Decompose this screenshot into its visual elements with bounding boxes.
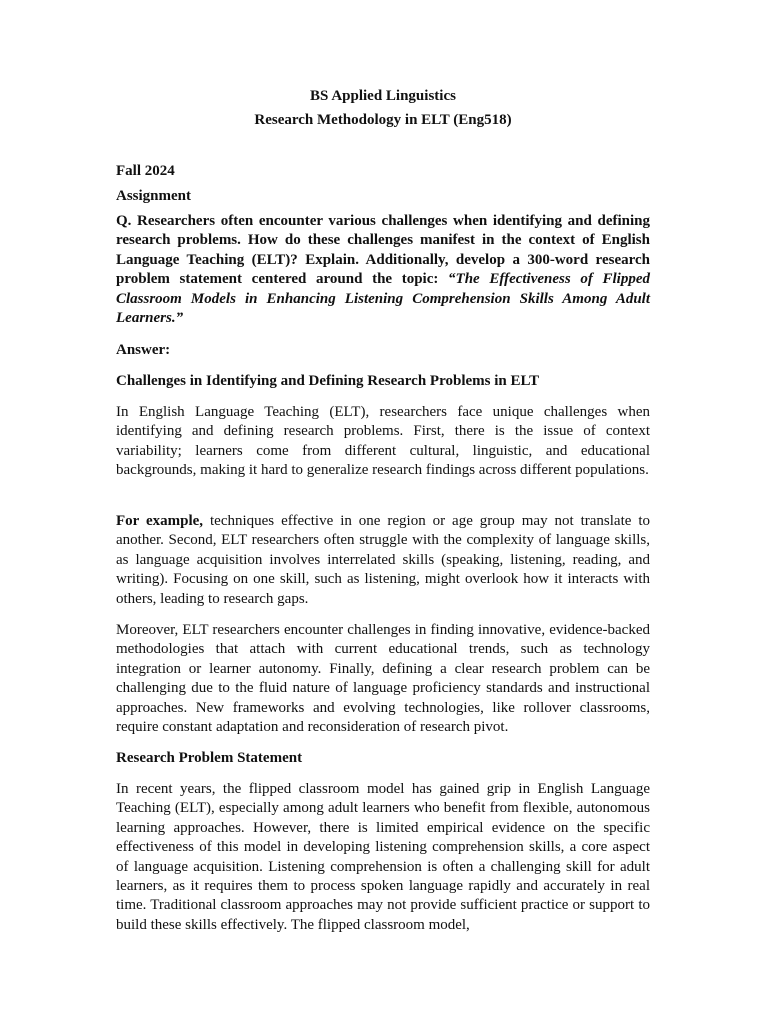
paragraph-problem-statement: In recent years, the flipped classroom model has gained grip in English Language Teaching (ELT), especially among adult learners who benefit from flexible, autonomous learning approaches. However, there is limited empirical evidence on the specific effectiveness of this model in developing listening comprehension skills, a core aspect of language acquisition. Listening comprehension is often a challenging skill for adult learners, as it requires them to process spoken language rapidly and accurately in real time. Traditional classroom approaches may not provide sufficient practice or support to build these skills effectively. The flipped classroom model,: [116, 781, 650, 933]
question-topic: “The Effectiveness of Flipped Classroom Models in Enhancing Listening Comprehension Skills Among Adult Learners.”: [116, 271, 650, 327]
answer-label: Answer:: [116, 342, 171, 358]
paragraph-skill-complexity: [116, 512, 650, 609]
document-page: [116, 0, 650, 1024]
paragraph-methodologies: Moreover, ELT researchers encounter challenges in finding innovative, evidence-backed methodologies that attach with current educational trends, such as technology integration or learner autonomy. Finally, defining a clear research problem can be challenging due to the fluid nature of language proficiency standards and instructional approaches. New frameworks and evolving technologies, like rollover classrooms, require constant adaptation and reconsideration of research pivot.: [116, 622, 650, 736]
course-title: Research Methodology in ELT (Eng518): [254, 112, 512, 128]
example-body: techniques effective in one region or age group may not translate to another. Second, ELT researchers often struggle with the complexity of language skills, as language acquisition involves interrelated skills (speaking, listening, reading, and writing). Focusing on one skill, such as listening, might overlook how it interacts with others, leading to research gaps.: [116, 513, 651, 607]
section-heading-problem-statement: Research Problem Statement: [116, 750, 303, 766]
example-lead: For example,: [116, 513, 204, 529]
assignment-label: Assignment: [116, 188, 192, 204]
paragraph-context-variability: In English Language Teaching (ELT), researchers face unique challenges when identifying and defining research problems. First, there is the issue of context variability; learners come from different cultural, linguistic, and educational backgrounds, making it hard to generalize research findings across different populations.: [116, 404, 650, 479]
assignment-question: [116, 212, 650, 328]
term-label: Fall 2024: [116, 163, 175, 179]
program-title: BS Applied Linguistics: [310, 88, 456, 104]
section-heading-challenges: Challenges in Identifying and Defining Research Problems in ELT: [116, 373, 540, 389]
question-text: Q. Researchers often encounter various challenges when identifying and defining research problems. How do these challenges manifest in the context of English Language Teaching (ELT)? Explain. Additionally, develop a 300-word research problem statement centered around the topic:: [116, 213, 650, 288]
